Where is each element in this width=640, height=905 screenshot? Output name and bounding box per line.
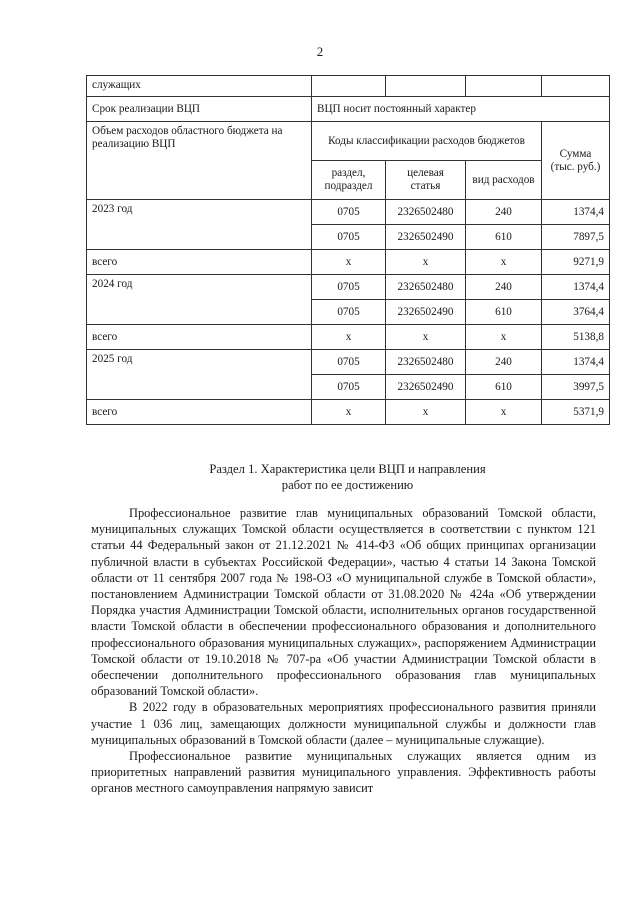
cell-section: 0705 (312, 300, 386, 325)
cell-section: х (312, 325, 386, 350)
cell-sum: 9271,9 (542, 250, 610, 275)
year-label: 2024 год (87, 275, 312, 325)
total-label: всего (87, 250, 312, 275)
table-row (87, 350, 610, 375)
cell-sum: 5371,9 (542, 400, 610, 425)
cell-target: 2326502490 (386, 375, 466, 400)
cell-type: 610 (466, 225, 542, 250)
cell-target: х (386, 250, 466, 275)
cell-type: х (466, 325, 542, 350)
volume-label: Объем расходов областного бюджета на реализацию ВЦП (87, 122, 312, 200)
cell-sum: 1374,4 (542, 275, 610, 300)
cell-sum: 1374,4 (542, 200, 610, 225)
cell-type: 610 (466, 375, 542, 400)
cell-type: 240 (466, 200, 542, 225)
total-label: всего (87, 400, 312, 425)
cell-sum: 7897,5 (542, 225, 610, 250)
cell-target: 2326502490 (386, 300, 466, 325)
cell-section: 0705 (312, 200, 386, 225)
cell-target: х (386, 325, 466, 350)
table-row (87, 275, 610, 300)
table-row (87, 122, 610, 161)
cell-section: 0705 (312, 350, 386, 375)
section-title (86, 461, 609, 493)
cell-target: 2326502480 (386, 350, 466, 375)
table-row-total (87, 250, 610, 275)
table-row-total (87, 400, 610, 425)
paragraph: Профессиональное развитие муниципальных служащих является одним из приоритетных направлений развития муниципального управления. Эффективность работы органов местного самоуправления напрямую зависит (91, 749, 596, 796)
cell-sum: 5138,8 (542, 325, 610, 350)
table-row (87, 76, 610, 97)
table-row (87, 97, 610, 122)
cell-target: 2326502480 (386, 275, 466, 300)
cell-sum: 3764,4 (542, 300, 610, 325)
section-title-line: Раздел 1. Характеристика цели ВЦП и направления (209, 462, 486, 476)
cell-type: х (466, 250, 542, 275)
page-number: 2 (316, 44, 324, 59)
col-sum-header: Сумма (тыс. руб.) (542, 122, 610, 200)
col-target-header: целевая статья (386, 161, 466, 200)
cell-section: 0705 (312, 275, 386, 300)
codes-header: Коды классификации расходов бюджетов (312, 122, 542, 161)
section-title-line: работ по ее достижению (281, 478, 414, 492)
cell-target: 2326502480 (386, 200, 466, 225)
body-text (91, 505, 596, 797)
cell-section: 0705 (312, 225, 386, 250)
year-label: 2023 год (87, 200, 312, 250)
table-row (87, 200, 610, 225)
cell-type: 610 (466, 300, 542, 325)
top-row-label: служащих (87, 76, 312, 97)
cell-section: 0705 (312, 375, 386, 400)
col-section-header: раздел, подраздел (312, 161, 386, 200)
period-value: ВЦП носит постоянный характер (312, 97, 610, 122)
budget-table (86, 75, 610, 425)
cell-type: 240 (466, 350, 542, 375)
paragraph: Профессиональное развитие глав муниципальных образований Томской области, муниципальных служащих Томской области осуществляется в соответствии с пунктом 121 статьи 44 Федеральный закон от 21.12.2021 № 414-ФЗ «Об общих принципах организации публичной власти в субъектах Российской Федерации», частью 4 статьи 14 Закона Томской области от 11 сентября 2007 года № 198-ОЗ «О муниципальной службе в Томской области», постановлением Администрации Томской области от 31.08.2020 № 424а «Об утверждении Порядка участия Администрации Томской области, исполнительных органов государственной власти Томской области в обеспечении профессионального образования и дополнительного профессионального образования муниципальных служащих», распоряжением Администрации Томской области от 19.10.2018 № 707-ра «Об участии Администрации Томской области в обеспечении дополнительного профессионального образования глав муниципальных образований Томской области». (91, 506, 596, 699)
year-label: 2025 год (87, 350, 312, 400)
total-label: всего (87, 325, 312, 350)
period-label: Срок реализации ВЦП (87, 97, 312, 122)
col-type-header: вид расходов (466, 161, 542, 200)
cell-sum: 1374,4 (542, 350, 610, 375)
cell-section: х (312, 400, 386, 425)
cell-target: х (386, 400, 466, 425)
cell-target: 2326502490 (386, 225, 466, 250)
cell-sum: 3997,5 (542, 375, 610, 400)
paragraph: В 2022 году в образовательных мероприятиях профессионального развития приняли участие 1 036 лиц, замещающих должности муниципальной службы и должности глав муниципальных образований в Томской области (далее – муниципальные служащие). (91, 700, 596, 747)
cell-type: х (466, 400, 542, 425)
cell-section: х (312, 250, 386, 275)
cell-type: 240 (466, 275, 542, 300)
table-row-total (87, 325, 610, 350)
